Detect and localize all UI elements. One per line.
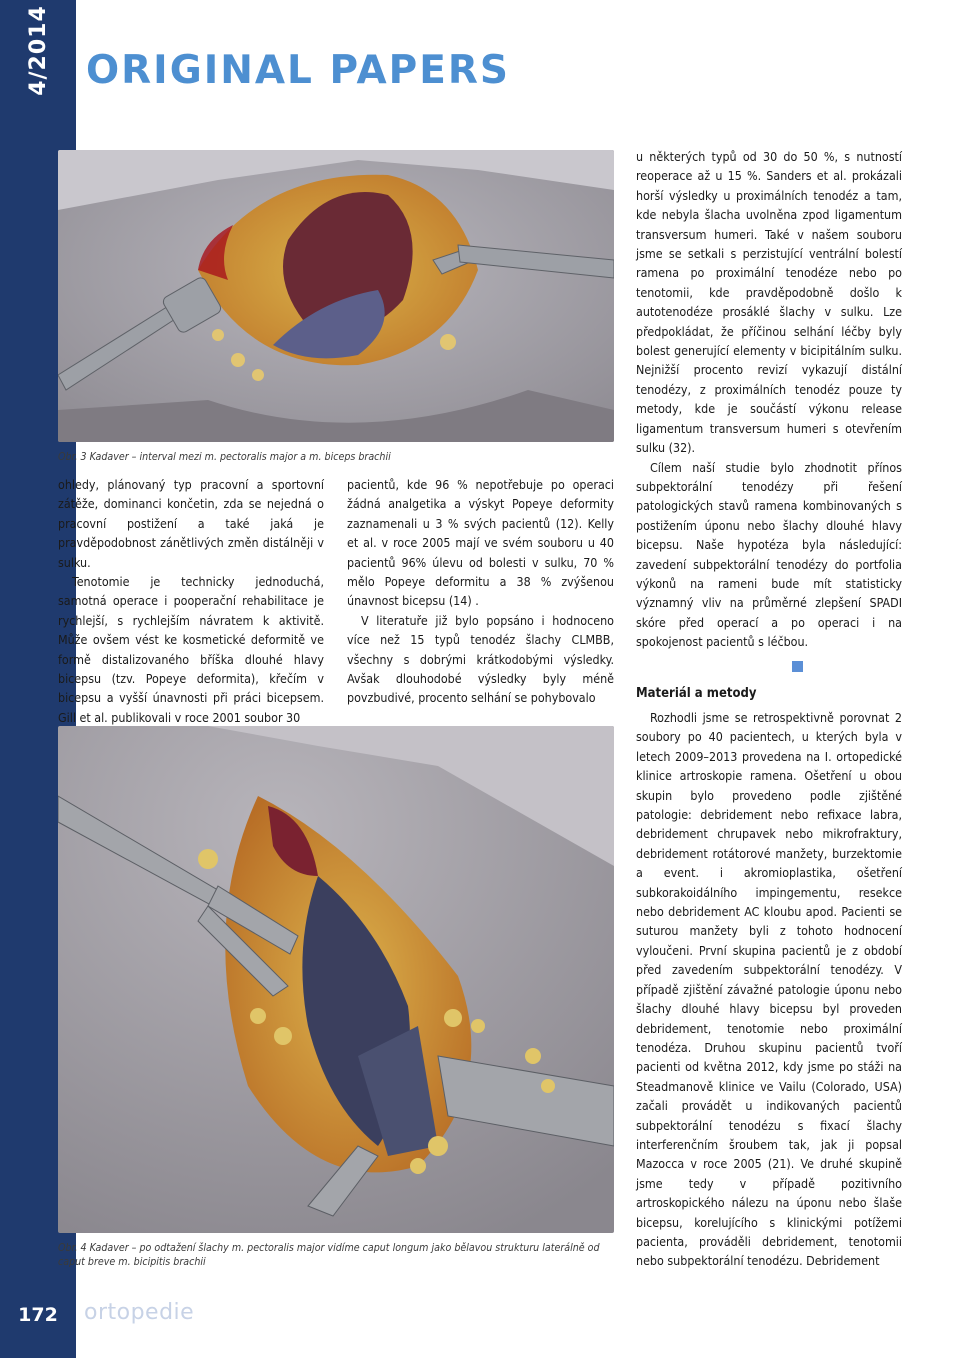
col2-paragraph-2: V literatuře již bylo popsáno i hodnoceno více než 15 typů tenodéz šlachy CLMBB, všechny s dobrými krátkodobými výsledky. Avšak dlouhodobé výsledky byly méně povzbudivé, procento selhání se pohybovalo [347,612,614,706]
col1-paragraph-2: Tenotomie je technicky jednoduchá, samotná operace i pooperační rehabilitace je rychlejší, s rychlejším návratem k aktivitě. Může ovšem vést ke kosmetické deformitě ve formě distalizovaného bříška dlouhé hlavy bicepsu (tzv. Popeye deformita), křečím v bicepsu a vyšší únavnosti při práci bicepsem. Gill et al. publikovali v roce 2001 soubor 30 [58,574,324,725]
journal-brand-logo: ortopedie [84,1300,195,1325]
section-marker-square [792,661,803,672]
issue-box [0,0,76,100]
figure-3-photo [58,150,614,442]
col1-paragraph-1: ohledy, plánovaný typ pracovní a sportovní zátěže, dominanci končetin, zda se nejedná o pracovní postižení a také jaká je pravděpodobnost zánětlivých změn distálněji v sulku. [58,477,324,570]
cadaver-photo-1 [58,150,614,442]
page-number: 172 [18,1304,58,1326]
text-column-3-methods [636,708,902,1271]
text-column-3 [636,147,902,652]
col3-paragraph-3: Rozhodli jsme se retrospektivně porovnat 2 soubory po 40 pacientech, u kterých byla v letech 2009–2013 provedena na I. ortopedické klinice artroskopie ramena. Ošetření u obou skupin bylo provedeno podle zjištěné patologie: debridement nebo refixace labra, debridement chrupavek nebo mikrofraktury, debridement rotátorové manžety, burzektomie a event. i akromioplastika, ošetření subkorakoidálního impingementu, resekce nebo debridement AC kloubu apod. Pacienti se suturou manžety byli z tohoto hodnocení vyloučeni. První skupina pacientů je z období před zavedením subpektorální tenodézy. V případě zjištění závažné patologie úponu nebo šlachy dlouhé hlavy bicepsu byl proveden debridement, tenotomie nebo proximální tenodéza. Druhou skupinu pacientů tvoří pacienti od května 2012, kdy jsme po stáži na Steadmanově klinice ve Vailu (Colorado, USA) začali provádět u indikovaných pacientů subpektorální tenodézu s fixací šlachy interferenčním šroubem tak, jak ji popsal Mazocca v roce 2005 (21). Ve druhé skupině jsme tedy v případě pozitivního artroskopického nálezu na úponu nebo šlaše bicepsu, korelujícího s klinickými potížemi pacienta, prováděli debridement, tenotomii nebo subpektorální tenodézu. Debridement [636,710,902,1269]
text-column-1 [58,475,324,727]
col2-paragraph-1: pacientů, kde 96 % nepotřebuje po operaci žádná analgetika a výskyt Popeye deformity zaznamenali u 3 % svých pacientů (12). Kelly et al. v roce 2005 mají ve svém souboru u 40 pacientů 96% úlevu od bolesti v sulku, 70 % mělo Popeye deformitu a 38 % zvýšenou únavnost bicepsu (14) . [347,477,614,609]
figure-4-photo [58,726,614,1233]
figure-4-caption: Obr. 4 Kadaver – po odtažení šlachy m. pectoralis major vidíme caput longum jako bělavou strukturu laterálně od caput breve m. bicipitis brachii [58,1242,600,1268]
cadaver-photo-2 [58,726,614,1233]
figure-3-caption: Obr. 3 Kadaver – interval mezi m. pectoralis major a m. biceps brachii [58,451,391,463]
issue-number: 4/2014 [25,4,51,96]
section-title: ORIGINAL PAPERS [86,48,510,93]
col3-paragraph-2: Cílem naší studie bylo zhodnotit přínos subpektorální tenodézy při řešení patologických stavů ramena kombinovaných s postižením úponu nebo šlachy dlouhé hlavy bicepsu. Naše hypotéza byla následující: zavedení subpektorální tenodézy do portfolia výkonů na rameni bude mít statisticky významný vliv na průměrné zlepšení SPADI skóre před operací a po operaci i na spokojenost pacientů s léčbou. [636,459,902,650]
col3-paragraph-1: u některých typů od 30 do 50 %, s nutností reoperace až u 15 %. Sanders et al. prokázali horší výsledky u proximálních tenodéz a tam, kde nebyla šlacha uvolněna zpod ligamentum transversum humeri. Také v našem souboru jsme se setkali s perzistující ventrální bolestí ramena po proximální tenodéze nebo po tenotomii, kde pravděpodobně došlo k autotenodéze prosáklé šlachy v sulku. Lze předpokládat, že příčinou selhání léčby byly bolest generující elementy v bicipitálním sulku. Nejnižší procento revizí vykazují distální tenodézy, z proximálních tenodéz pouze ty metody, kde je součástí výkonu release ligamentum transversum humeri s otevřením sulku (32). [636,149,902,456]
text-column-2 [347,475,614,708]
section-heading-methods: Materiál a metody [636,686,757,701]
